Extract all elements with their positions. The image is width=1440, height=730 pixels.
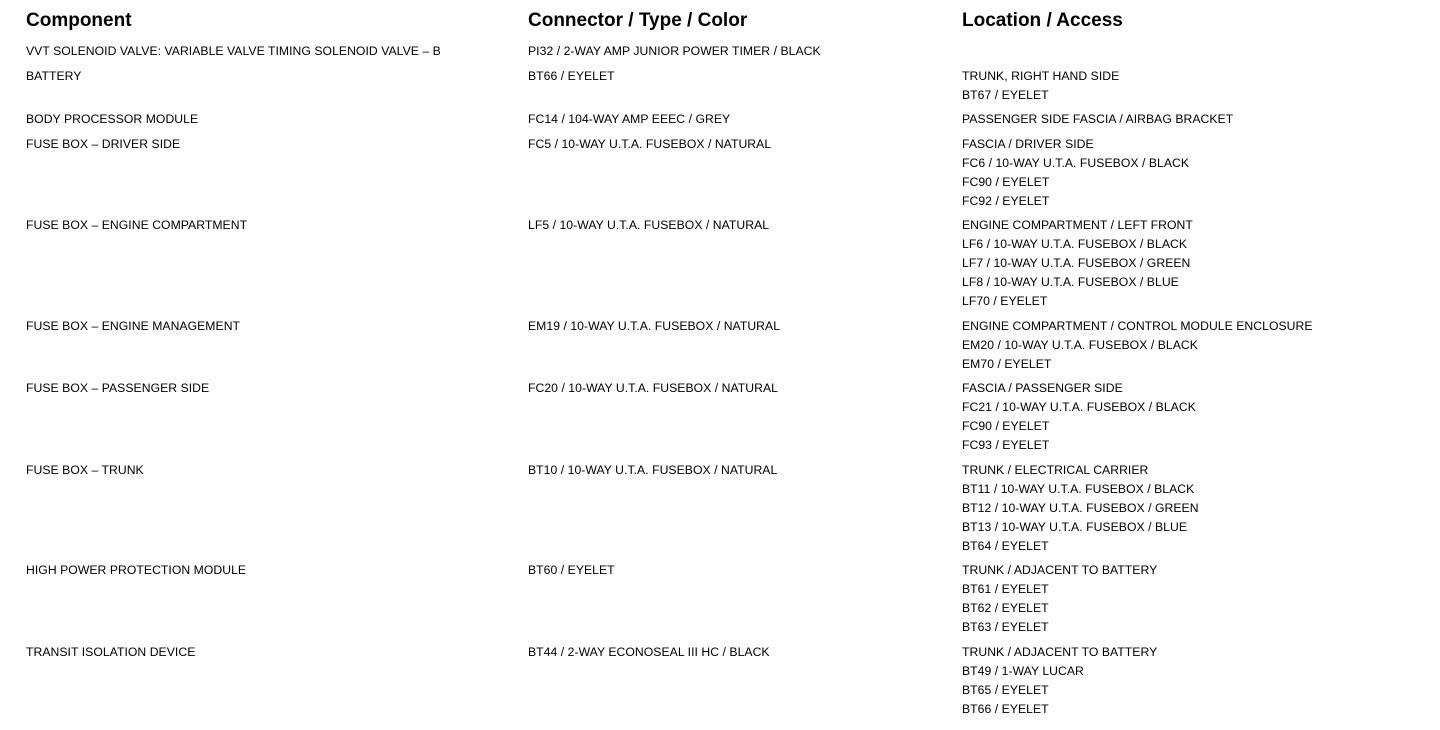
- component-name: BATTERY: [26, 68, 82, 83]
- location-line: EM70 / EYELET: [962, 356, 1052, 371]
- location-line: TRUNK / ADJACENT TO BATTERY: [962, 644, 1158, 659]
- connector-type-color: FC14 / 104-WAY AMP EEEC / GREY: [528, 112, 731, 126]
- component-name: FUSE BOX – TRUNK: [26, 462, 144, 477]
- table-row: [26, 42, 1426, 61]
- location-access: [962, 110, 1426, 129]
- connector-type-color: FC20 / 10-WAY U.T.A. FUSEBOX / NATURAL: [528, 381, 778, 395]
- location-line: LF7 / 10-WAY U.T.A. FUSEBOX / GREEN: [962, 256, 1191, 270]
- location-line: TRUNK / ADJACENT TO BATTERY: [962, 563, 1158, 577]
- location-line: BT62 / EYELET: [962, 601, 1049, 615]
- location-line: FC90 / EYELET: [962, 174, 1050, 189]
- location-line: BT67 / EYELET: [962, 87, 1049, 102]
- table-row: [26, 135, 1426, 211]
- location-line: BT63 / EYELET: [962, 620, 1049, 634]
- component-name: FUSE BOX – PASSENGER SIDE: [26, 381, 210, 395]
- table-header: [26, 6, 1426, 36]
- component-name: FUSE BOX – DRIVER SIDE: [26, 136, 181, 151]
- location-line: FC92 / EYELET: [962, 193, 1050, 208]
- location-line: BT11 / 10-WAY U.T.A. FUSEBOX / BLACK: [962, 481, 1195, 496]
- location-line: FC6 / 10-WAY U.T.A. FUSEBOX / BLACK: [962, 155, 1190, 170]
- location-line: BT61 / EYELET: [962, 582, 1049, 596]
- table-row: [26, 317, 1426, 374]
- location-line: BT65 / EYELET: [962, 682, 1049, 697]
- location-access: [962, 67, 1426, 105]
- location-access: [962, 135, 1426, 211]
- connector-type-color: PI32 / 2-WAY AMP JUNIOR POWER TIMER / BLACK: [528, 44, 821, 58]
- location-line: BT49 / 1-WAY LUCAR: [962, 663, 1084, 678]
- connector-type-color: EM19 / 10-WAY U.T.A. FUSEBOX / NATURAL: [528, 318, 781, 333]
- component-name: VVT SOLENOID VALVE: VARIABLE VALVE TIMING SOLENOID VALVE – B: [26, 44, 441, 58]
- table-row: [26, 216, 1426, 311]
- location-line: ENGINE COMPARTMENT / LEFT FRONT: [962, 218, 1193, 232]
- location-access: [962, 643, 1426, 719]
- connector-type-color: BT10 / 10-WAY U.T.A. FUSEBOX / NATURAL: [528, 462, 778, 477]
- location-line: BT12 / 10-WAY U.T.A. FUSEBOX / GREEN: [962, 500, 1199, 515]
- connector-table: [26, 6, 1426, 724]
- location-line: BT64 / EYELET: [962, 538, 1049, 553]
- location-line: LF8 / 10-WAY U.T.A. FUSEBOX / BLUE: [962, 275, 1179, 289]
- connector-type-color: FC5 / 10-WAY U.T.A. FUSEBOX / NATURAL: [528, 136, 772, 151]
- location-access: [962, 42, 1426, 61]
- location-line: TRUNK / ELECTRICAL CARRIER: [962, 462, 1149, 477]
- table-row: [26, 643, 1426, 719]
- location-line: FASCIA / DRIVER SIDE: [962, 136, 1094, 151]
- header-location: Location / Access: [962, 10, 1123, 31]
- component-name: HIGH POWER PROTECTION MODULE: [26, 563, 247, 577]
- location-line: EM20 / 10-WAY U.T.A. FUSEBOX / BLACK: [962, 337, 1198, 352]
- location-line: FASCIA / PASSENGER SIDE: [962, 381, 1123, 395]
- location-line: ENGINE COMPARTMENT / CONTROL MODULE ENCLOSURE: [962, 318, 1313, 333]
- connector-type-color: LF5 / 10-WAY U.T.A. FUSEBOX / NATURAL: [528, 218, 770, 232]
- location-line: BT66 / EYELET: [962, 701, 1049, 716]
- header-component: Component: [26, 10, 132, 31]
- table-row: [26, 561, 1426, 637]
- connector-type-color: BT60 / EYELET: [528, 563, 615, 577]
- location-line: BT13 / 10-WAY U.T.A. FUSEBOX / BLUE: [962, 519, 1188, 534]
- component-name: FUSE BOX – ENGINE MANAGEMENT: [26, 318, 241, 333]
- location-access: [962, 216, 1426, 311]
- connector-type-color: BT44 / 2-WAY ECONOSEAL III HC / BLACK: [528, 644, 770, 659]
- connector-type-color: BT66 / EYELET: [528, 68, 615, 83]
- table-row: [26, 67, 1426, 105]
- location-line: FC21 / 10-WAY U.T.A. FUSEBOX / BLACK: [962, 400, 1196, 414]
- location-line: TRUNK, RIGHT HAND SIDE: [962, 68, 1120, 83]
- component-name: FUSE BOX – ENGINE COMPARTMENT: [26, 218, 248, 232]
- header-connector: Connector / Type / Color: [528, 10, 748, 31]
- component-name: BODY PROCESSOR MODULE: [26, 112, 199, 126]
- table-row: [26, 379, 1426, 455]
- table-row: [26, 461, 1426, 556]
- location-line: LF6 / 10-WAY U.T.A. FUSEBOX / BLACK: [962, 237, 1188, 251]
- location-line: FC90 / EYELET: [962, 419, 1050, 433]
- table-body: [26, 42, 1426, 719]
- component-name: TRANSIT ISOLATION DEVICE: [26, 644, 196, 659]
- table-row: [26, 110, 1426, 129]
- location-line: PASSENGER SIDE FASCIA / AIRBAG BRACKET: [962, 112, 1234, 126]
- location-access: [962, 461, 1426, 556]
- location-access: [962, 379, 1426, 455]
- location-line: LF70 / EYELET: [962, 294, 1048, 308]
- location-access: [962, 561, 1426, 637]
- location-line: FC93 / EYELET: [962, 438, 1050, 452]
- location-access: [962, 317, 1426, 374]
